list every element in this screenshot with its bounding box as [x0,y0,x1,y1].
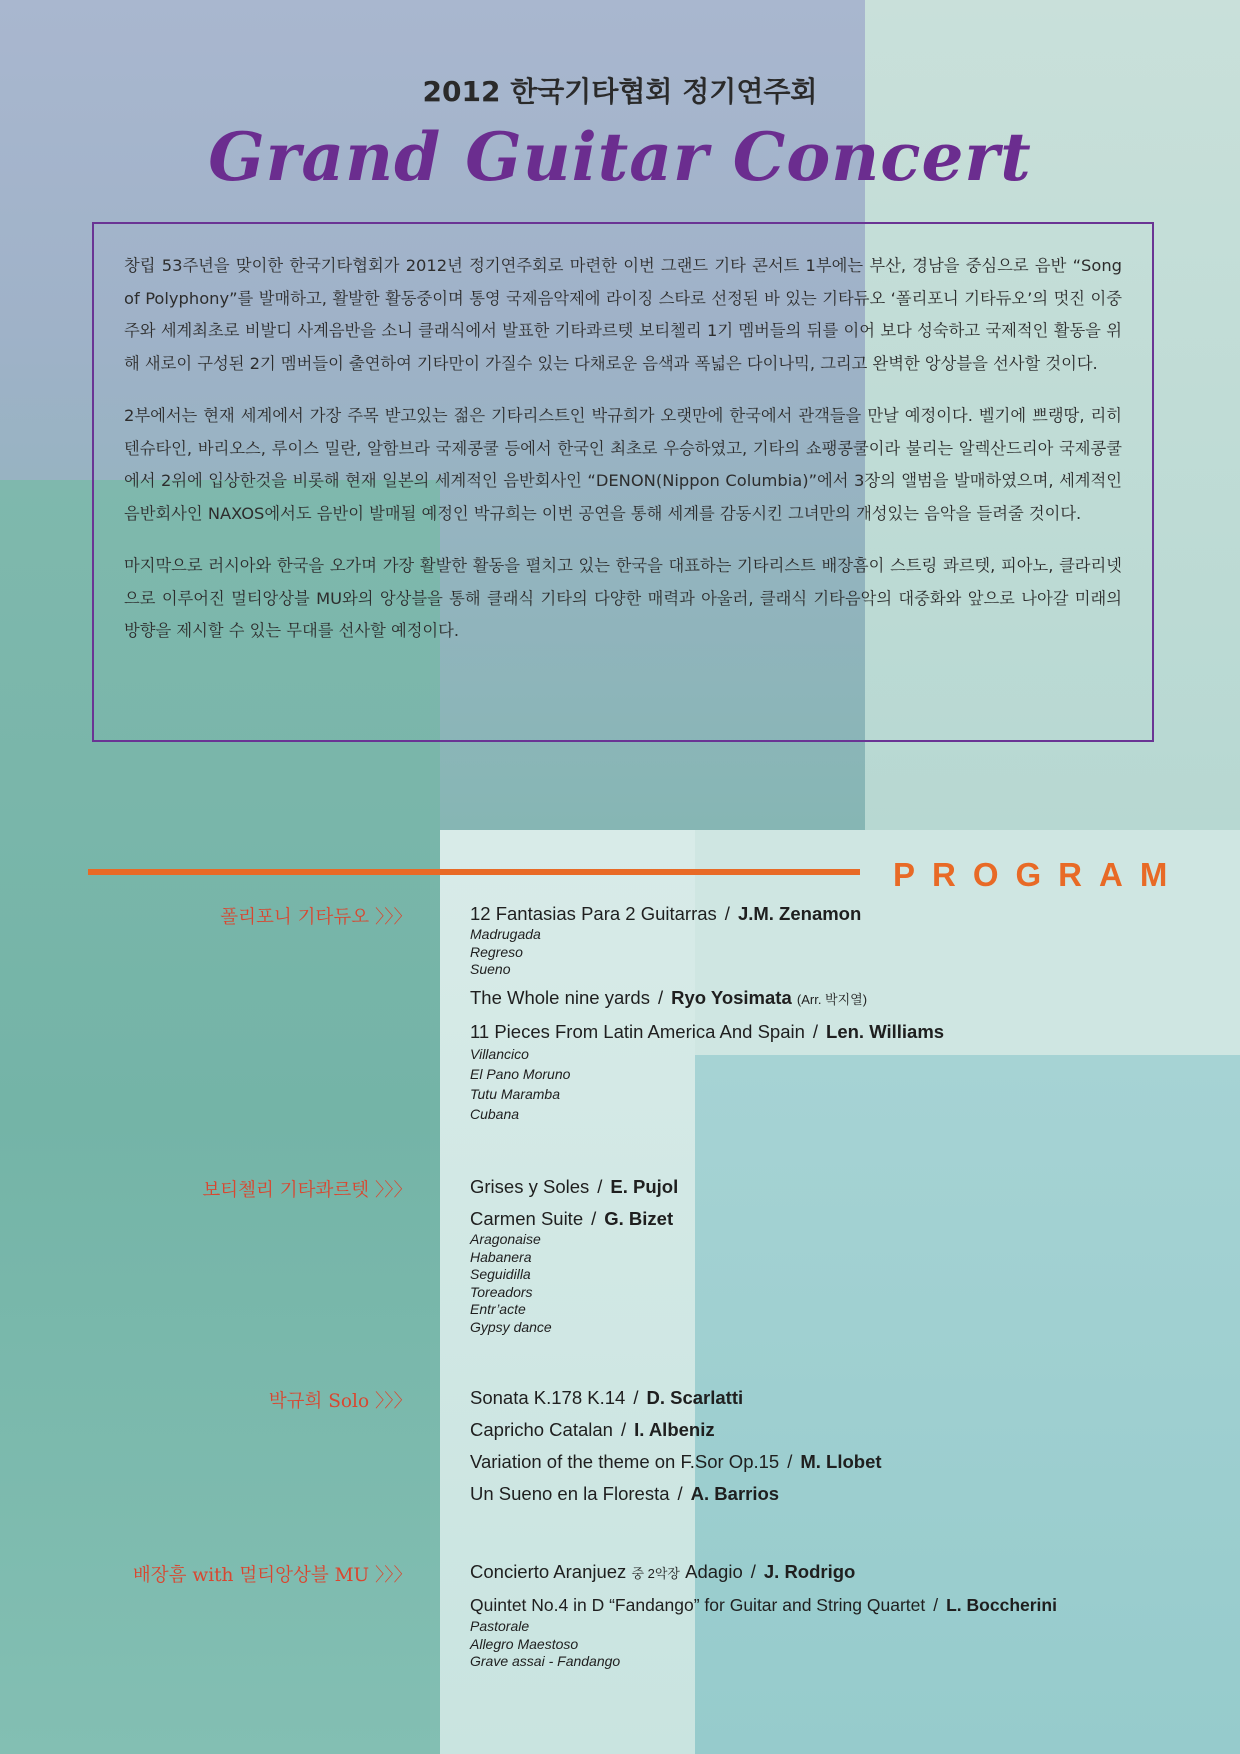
movement: Tutu Maramba [470,1085,560,1102]
performer-name: 배장흠 with 멀티앙상블 MU 〉〉〉 [132,1565,412,1586]
movement: Villancico [470,1045,529,1062]
movement: Pastorale [470,1618,530,1634]
composer: E. Pujol [610,1176,679,1197]
movement: Seguidilla [470,1266,531,1282]
movement: El Pano Moruno [470,1065,571,1082]
composer: J.M. Zenamon [737,903,862,924]
composer: G. Bizet [604,1208,674,1229]
composer: D. Scarlatti [646,1387,744,1408]
composer: L. Boccherini [946,1595,1057,1615]
movement: Entr’acte [470,1301,526,1317]
movement: Sueno [470,961,511,977]
program-divider [88,869,860,875]
movement-list [470,1231,1230,1336]
composer: M. Llobet [800,1451,882,1472]
movement: Madrugada [470,926,541,942]
piece-title: Sonata K.178 K.14 / D. Scarlatti [470,1387,744,1408]
piece-title: The Whole nine yards / Ryo Yosimata (Arr. 박지열) [470,986,868,1008]
piece-title: Grises y Soles / E. Pujol [470,1176,679,1197]
performer-name: 박규희 Solo 〉〉〉 [268,1391,412,1412]
composer: Len. Williams [826,1020,945,1042]
piece-list [470,1174,1230,1342]
piece-list [470,1559,1230,1677]
piece-title: 12 Fantasias Para 2 Guitarras / J.M. Zenamon [470,903,862,924]
composer: I. Albeniz [634,1419,715,1440]
movement: Cubana [470,1105,520,1122]
piece-title: Variation of the theme on F.Sor Op.15 / M. Llobet [470,1451,882,1472]
movement-list [470,1618,1230,1671]
movement: Regreso [470,943,523,960]
composer: A. Barrios [690,1483,780,1504]
piece-title: Carmen Suite / G. Bizet [470,1208,674,1229]
movement: Grave assai - Fandango [470,1653,621,1669]
movement-note: 중 2악장 [631,1566,680,1581]
movement-list [470,926,1230,979]
composer: J. Rodrigo [763,1561,856,1582]
movement: Habanera [470,1248,532,1265]
piece-title: 11 Pieces From Latin America And Spain / Len. Williams [470,1020,945,1042]
performer-name: 폴리포니 기타듀오 〉〉〉 [220,907,412,928]
movement-list [470,1044,1230,1124]
movement: Allegro Maestoso [470,1635,579,1652]
concert-subtitle: 2012 한국기타협회 정기연주회 [422,75,818,108]
intro-paragraph-3: 마지막으로 러시아와 한국을 오가며 가장 활발한 활동을 펼치고 있는 한국을 대표하는 기타리스트 배장흠이 스트링 콰르텟, 피아노, 클라리넷으로 이루어진 멀티앙상블 MU와의 앙상블을 통해 클래식 기타의 다양한 매력과 아울러, 클래식 기타음악의 대중화와 앞으로 나아갈 미래의 방향을 제시할 수 있는 무대를 선사할 예정이다. [124,556,1122,640]
program-heading: PROGRAM [893,856,1185,893]
piece-title: Concierto Aranjuez 중 2악장 Adagio / J. Rodrigo [470,1561,856,1582]
piece-title: Un Sueno en la Floresta / A. Barrios [470,1483,780,1504]
intro-paragraph-2: 2부에서는 현재 세계에서 가장 주목 받고있는 젊은 기타리스트인 박규희가 오랫만에 한국에서 관객들을 만날 예정이다. 벨기에 쁘랭땅, 리히텐슈타인, 바리오스, 루이스 밀란, 알함브라 국제콩쿨 등에서 한국인 최초로 우승하였고, 기타의 쇼팽콩쿨이라 불리는 알렉산드리아 국제콩쿨에서 2위에 입상한것을 비롯해 현재 일본의 세계적인 음반회사인 “DENON(Nippon Columbia)”에서 3장의 앨범을 발매하였으며, 세계적인 음반회사인 NAXOS에서도 음반이 발매될 예정인 박규희는 이번 공연을 통해 세계를 감동시킨 그녀만의 개성있는 음악을 들려줄 것이다. [124,406,1122,523]
composer: Ryo Yosimata [671,986,792,1008]
piece-list [470,1385,1230,1506]
piece-list [470,901,1230,1130]
arranger-note: (Arr. 박지열) [796,991,868,1007]
concert-title: Grand Guitar Concert [208,118,1032,196]
intro-box [92,222,1154,742]
piece-title: Quintet No.4 in D “Fandango” for Guitar and String Quartet / L. Boccherini [470,1595,1057,1615]
movement: Gypsy dance [470,1318,552,1335]
piece-title: Capricho Catalan / I. Albeniz [470,1419,715,1440]
performer-name: 보티첼리 기타콰르텟 〉〉〉 [202,1180,412,1201]
movement: Aragonaise [470,1231,541,1247]
intro-paragraph-1: 창립 53주년을 맞이한 한국기타협회가 2012년 정기연주회로 마련한 이번 그랜드 기타 콘서트 1부에는 부산, 경남을 중심으로 음반 “Song of Polyphony”를 발매하고, 활발한 활동중이며 통영 국제음악제에 라이징 스타로 선정된 바 있는 기타듀오 ‘폴리포니 기타듀오’의 멋진 이중주와 세계최초로 비발디 사계음반을 소니 클래식에서 발표한 기타콰르텟 보티첼리 1기 멤버들의 뒤를 이어 보다 성숙하고 국제적인 활동을 위해 새로이 구성된 2기 멤버들이 출연하여 기타만이 가질수 있는 다채로운 음색과 폭넓은 다이나믹, 그리고 완벽한 앙상블을 선사할 것이다. [124,256,1122,373]
movement: Toreadors [470,1283,533,1300]
